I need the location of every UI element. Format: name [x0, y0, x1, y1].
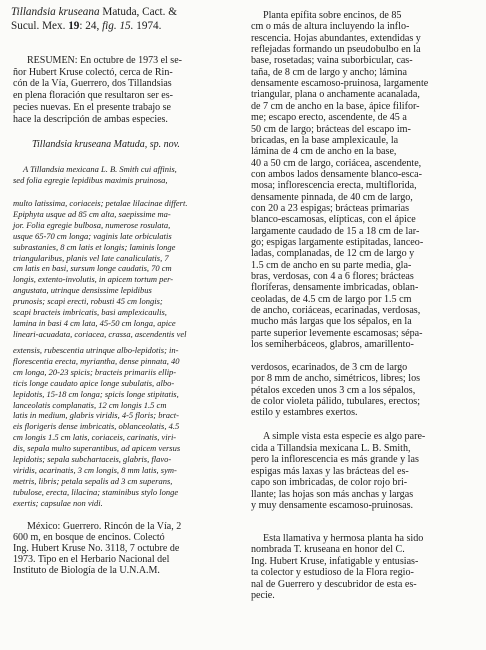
text-line: me; escapo erecto, ascendente, de 45 a	[251, 112, 407, 124]
page-number: : 24,	[79, 20, 103, 32]
latin-line: exertis; capsulae non vidi.	[13, 497, 103, 508]
latin-line: A Tillandsia mexicana L. B. Smith cui affinis,	[23, 164, 177, 174]
text-line: parte superior levemente escamosas; sépa-	[251, 327, 423, 339]
latin-line: lamina in basi 4 cm lata, 45-50 cm longa, apice	[13, 317, 176, 328]
text-line: cón de la Vía, Guerrero, dos Tillandsias	[13, 78, 172, 90]
latin-line: triangularibus, planis vel late canaliculatis, 7	[13, 252, 169, 263]
latin-line: angustata, utrinque densissime lepidibus	[13, 285, 152, 296]
latin-line: extensis, rubescentia utrinque albo-lepidotis; in-	[13, 345, 179, 355]
text-line: ceoladas, de 4.5 cm de largo por 1.5 cm	[251, 293, 412, 305]
text-line: taña, de 8 cm de largo y ancho; lámina	[251, 66, 407, 78]
text-line: Tillandsia kruseana Matuda, sp. nov.	[32, 139, 180, 150]
text-line: verdosos, ecarinados, de 3 cm de largo	[251, 362, 408, 373]
latin-line: scapi bracteis imbricatis, basi amplexicaulis,	[13, 307, 167, 317]
text-line: Esta llamativa y hermosa planta ha sido	[263, 533, 424, 544]
latin-line: multo latissima, coriaceis; petalae lilacinae differt.	[13, 198, 188, 208]
text-line: nombrada T. kruseana en honor del C.	[251, 544, 405, 556]
text-line: capo son imbricadas, de color rojo bri-	[251, 477, 408, 488]
figure-ref: fig. 15.	[102, 20, 134, 32]
text-line: ladas, complanadas, de 12 cm de largo y	[251, 248, 415, 260]
text-line: mucho más largas que los sépalos, en la	[251, 316, 412, 328]
latin-line: sed folia egregie lepidibus maximis pruinosa,	[13, 174, 168, 185]
text-line: y muy densamente escamoso-pruinosas.	[251, 500, 414, 511]
text-line: A simple vista esta especie es algo pare-	[263, 431, 426, 442]
latin-line: metris, libris; petala sepalis ad 3 cm superans,	[13, 475, 173, 486]
text-line: con 20 a 23 espigas; brácteas primarias	[251, 202, 410, 214]
species-name: Tillandsia kruseana	[11, 6, 100, 18]
text-line: densamente pinnada, de 40 cm de largo,	[251, 191, 413, 203]
text-line: por 8 mm de ancho, simétricos, libres; los	[251, 373, 421, 385]
text-line: bras, verdosas, con 4 a 6 flores; brácteas	[251, 271, 414, 283]
text-line: de ancho, coriáceas, ecarinadas, verdosas,	[251, 305, 421, 317]
latin-line: viridis, acarinatis, 3 cm longis, 8 mm latis, sym-	[13, 464, 177, 475]
latin-line: cm longis 1.5 cm latis, coriaceis, carinatis, viri-	[13, 432, 177, 443]
text-line: Ing. Hubert Kruse, infatigable y entusias-	[251, 555, 419, 567]
text-line: Ing. Hubert Kruse No. 3118, 7 octubre de	[13, 542, 180, 554]
text-line: pecies nuevas. En el presente trabajo se	[13, 101, 171, 113]
text-line: estilo y estambres exertos.	[251, 407, 358, 419]
text-line: rescencia. Hojas abundantes, extendidas y	[251, 32, 421, 44]
text-line: de 7 cm de ancho en la base, ápice filifor-	[251, 100, 420, 112]
text-line: nal de Guerrero y descubridor de esta es-	[251, 578, 417, 590]
latin-line: lepidotis; sepala subchartaceis, glabris, flavo-	[13, 454, 172, 464]
volume-number: 19	[68, 20, 80, 32]
latin-line: lineari-acuadata, coriacea, crassa, ascendentis vel	[13, 328, 187, 339]
citation-line	[11, 6, 177, 18]
text-line: pecie.	[251, 590, 275, 601]
citation-text: Matuda, Cact. &	[99, 6, 177, 18]
journal-name: Sucul. Mex.	[11, 20, 69, 32]
text-line: RESUMEN: En octubre de 1973 el se-	[27, 55, 182, 66]
text-line: triangular, plana o anchamente acanalada,	[251, 89, 420, 101]
text-line: Instituto de Biología de la U.N.A.M.	[13, 564, 160, 576]
latin-line: prunosis; scapi erecti, robusti 45 cm longis;	[13, 296, 163, 307]
latin-line: usque 65-70 cm longa; vaginis late orbiculatis	[13, 230, 172, 241]
text-line: hace la descripción de ambas especies.	[13, 113, 168, 125]
latin-line: latis in medium, glabris viridis, 4-5 floris; bract-	[13, 410, 179, 421]
text-line: pétalos exceden unos 3 cm a los sépalos,	[251, 384, 416, 396]
text-line: de color violeta pálido, tubulares, erectos;	[251, 396, 421, 408]
latin-line: lanceolatis complanatis, 12 cm longis 1.5 cm	[13, 399, 167, 410]
latin-line: eis florigeris dense imbricatis, oblanceolatis, 4.5	[13, 421, 180, 432]
latin-line: ticis longe caudato apice longe subulatis, albo-	[13, 377, 175, 388]
text-line: 600 m, en bosque de encinos. Colectó	[13, 531, 165, 543]
text-line: blanco-escamosas, elípticas, con el ápice	[251, 214, 416, 226]
text-line: lámina de 4 cm de ancho en la base,	[251, 146, 397, 158]
text-line: base, rosetadas; vaina suborbicular, cas-	[251, 55, 413, 67]
text-line: largamente caudado de 15 a 18 cm de lar-	[251, 225, 420, 237]
text-line: Planta epífita sobre encinos, de 85	[263, 10, 402, 21]
text-line: espigas más laxas y las brácteas del es-	[251, 465, 409, 477]
latin-line: dis, sepala multo superantibus, ad apicem versus	[13, 443, 181, 454]
text-line: mosa; inflorescencia erecta, multiflorida,	[251, 180, 417, 192]
text-line: México: Guerrero. Rincón de la Vía, 2	[27, 521, 182, 532]
latin-line: tubulose, erecta, lilacina; staminibus stylo longe	[13, 486, 179, 497]
text-line: los semiherbáceos, glabros, amarillento-	[251, 339, 414, 351]
text-line: 50 cm de largo; brácteas del escapo im-	[251, 123, 411, 135]
latin-line: florescentia erecta, myriantha, dense pinnata, 40	[13, 355, 180, 366]
text-line: 1.5 cm de ancho en su parte media, gla-	[251, 259, 412, 271]
text-line: cm o más de altura incluyendo la inflo-	[251, 21, 410, 33]
latin-line: longis, extento-involutis, in apicem tortum per-	[13, 274, 174, 285]
text-line: reflejadas formando un pseudobulbo en la	[251, 44, 421, 56]
latin-line: cm longa, 20-23 spicis; bracteis primariis ellip-	[13, 366, 177, 377]
text-line: pero la inflorescencia es más grande y las	[251, 454, 419, 465]
latin-line: jor. Folia egregie bulbosa, numerose rosulata,	[13, 219, 171, 230]
text-line: densamente escamoso-pruinosa, largamente	[251, 78, 429, 90]
text-line: floríferas, densamente imbricadas, oblan-	[251, 282, 419, 294]
text-line: go; espigas largamente estipitadas, lanceo-	[251, 237, 424, 248]
citation-line	[11, 20, 161, 32]
text-line: 1973. Tipo en el Herbario Nacional del	[13, 553, 170, 565]
text-line: con ambos lados densamente blanco-esca-	[251, 168, 422, 180]
text-line: en plena floración que resultaron ser es-	[13, 90, 173, 102]
latin-line: lepidotis, 15-18 cm longa; spicis longe stipitatis,	[13, 388, 179, 399]
text-line: ta colector y estudioso de la Flora regio-	[251, 567, 414, 579]
text-line: ñor Hubert Kruse colectó, cerca de Rin-	[13, 66, 173, 78]
text-line: llante; las hojas son más anchas y largas	[251, 488, 414, 500]
latin-line: subrastanies, 8 cm latis et longis; laminis longe	[13, 241, 176, 252]
text-line: 40 a 50 cm de largo, coriácea, ascendente,	[251, 157, 422, 169]
year: 1974.	[133, 20, 162, 32]
text-line: bricadas, en la base amplexicaule, la	[251, 134, 399, 146]
latin-line: cm latis en basi, sursum longe caudatis, 70 cm	[13, 263, 172, 274]
latin-line: Epiphyta usque ad 85 cm alta, saepissime ma-	[13, 208, 171, 219]
text-line: cida a Tillandsia mexicana L. B. Smith,	[251, 442, 411, 454]
